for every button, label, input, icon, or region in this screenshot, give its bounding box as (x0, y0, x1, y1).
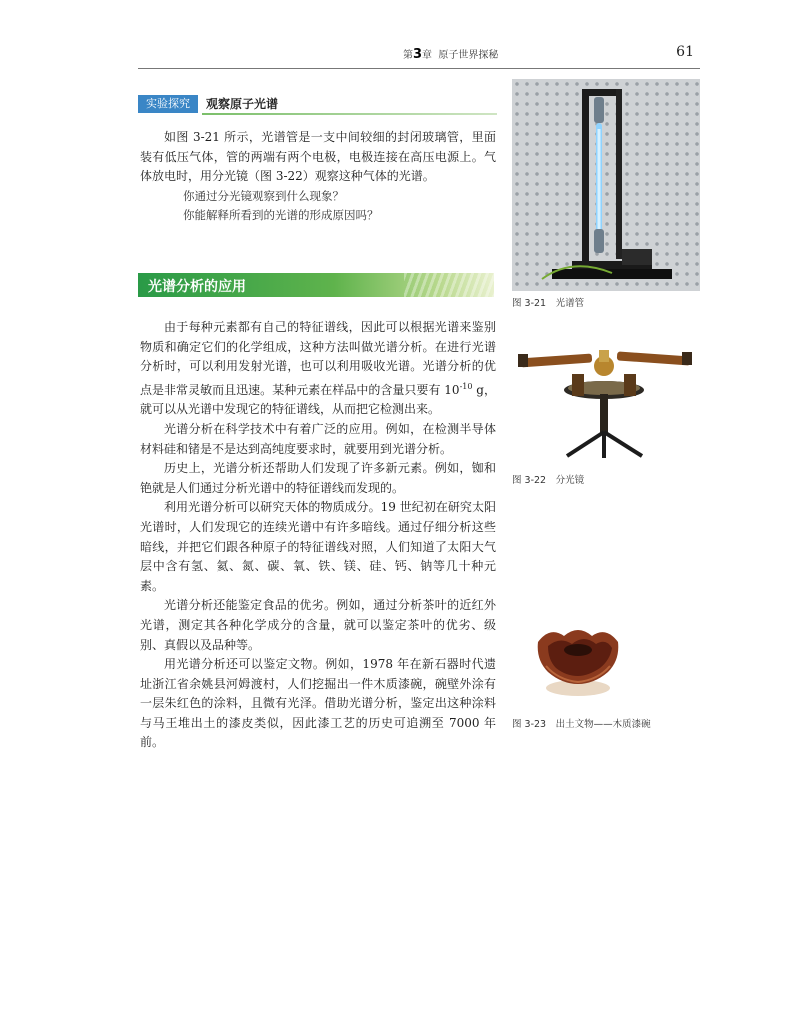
question-2: 你能解释所看到的光谱的形成原因吗？ (183, 208, 379, 223)
section-body (140, 318, 496, 753)
experiment-tag: 实验探究 (138, 95, 198, 113)
chapter-number: 3 (413, 47, 423, 62)
paragraph-3: 历史上，光谱分析还帮助人们发现了许多新元素。例如，铷和铯就是人们通过分析光谱中的特征谱线而发现的。 (140, 461, 496, 495)
heading-underline (202, 113, 497, 115)
question-1: 你通过分光镜观察到什么现象？ (183, 188, 344, 203)
page-header (138, 44, 700, 69)
experiment-heading (138, 93, 498, 115)
chapter-title: 原子世界探秘 (438, 50, 499, 61)
spectroscope-photo (512, 344, 700, 459)
lacquer-bowl-photo (528, 620, 628, 700)
chapter-label (403, 46, 498, 62)
paragraph-1-a: 由于每种元素都有自己的特征谱线，因此可以根据光谱来鉴别物质和确定它们的化学组成，这种方法叫做光谱分析。在进行光谱分析时，可以利用发射光谱，也可以利用吸收光谱。光谱分析的优点是非常灵敏而且迅速。某种元素在样品中的含量只要有 10 (140, 320, 496, 397)
spectrum-tube-photo (512, 79, 700, 291)
paragraph-1 (140, 318, 496, 420)
section-heading (138, 273, 494, 297)
page-number: 61 (676, 44, 694, 60)
experiment-paragraph: 如图 3-21 所示，光谱管是一支中间较细的封闭玻璃管，里面装有低压气体，管的两端有两个电极，电极连接在高压电源上。气体放电时，用分光镜（图 3-22）观察这种气体的光谱。 (140, 130, 496, 184)
figure-3-23-caption: 图 3-23 出土文物——木质漆碗 (512, 719, 651, 730)
figure-3-21-caption: 图 3-21 光谱管 (512, 298, 585, 309)
paragraph-4: 利用光谱分析可以研究天体的物质成分。19 世纪初在研究太阳光谱时，人们发现它的连续光谱中有许多暗线。通过仔细分析这些暗线，并把它们跟各种原子的特征谱线对照，人们知道了太阳大气层中含有氢、氦、氮、碳、氧、铁、镁、硅、钙、钠等几十种元素。 (140, 500, 496, 593)
spectrum-tube-illustration (512, 79, 700, 291)
paragraph-6: 用光谱分析还可以鉴定文物。例如，1978 年在新石器时代遗址浙江省余姚县河姆渡村，人们挖掘出一件木质漆碗，碗壁外涂有一层朱红色的涂料，且微有光泽。借助光谱分析，鉴定出这种涂料与马王堆出土的漆皮类似，因此漆工艺的历史可追溯至 7000 年前。 (140, 657, 496, 750)
chapter-suffix: 章 (422, 50, 433, 61)
section-heading-stripe (404, 273, 494, 297)
chapter-prefix: 第 (403, 50, 413, 61)
section-title: 光谱分析的应用 (148, 279, 246, 295)
experiment-body (140, 128, 496, 226)
lacquer-bowl-illustration (528, 620, 628, 700)
paragraph-2: 光谱分析在科学技术中有着广泛的应用。例如，在检测半导体材料硅和锗是不是达到高纯度要求时，就要用到光谱分析。 (140, 421, 496, 456)
paragraph-1-exponent: -10 (459, 381, 473, 391)
experiment-title: 观察原子光谱 (206, 97, 279, 111)
paragraph-1-b: g，就可以从光谱中发现它的特征谱线，从而把它检测出来。 (140, 382, 497, 417)
spectroscope-illustration (512, 344, 700, 459)
paragraph-5: 光谱分析还能鉴定食品的优劣。例如，通过分析茶叶的近红外光谱，测定其各种化学成分的含量，就可以鉴定茶叶的优劣、级别、真假以及品种等。 (140, 598, 496, 652)
figure-3-22-caption: 图 3-22 分光镜 (512, 475, 585, 486)
